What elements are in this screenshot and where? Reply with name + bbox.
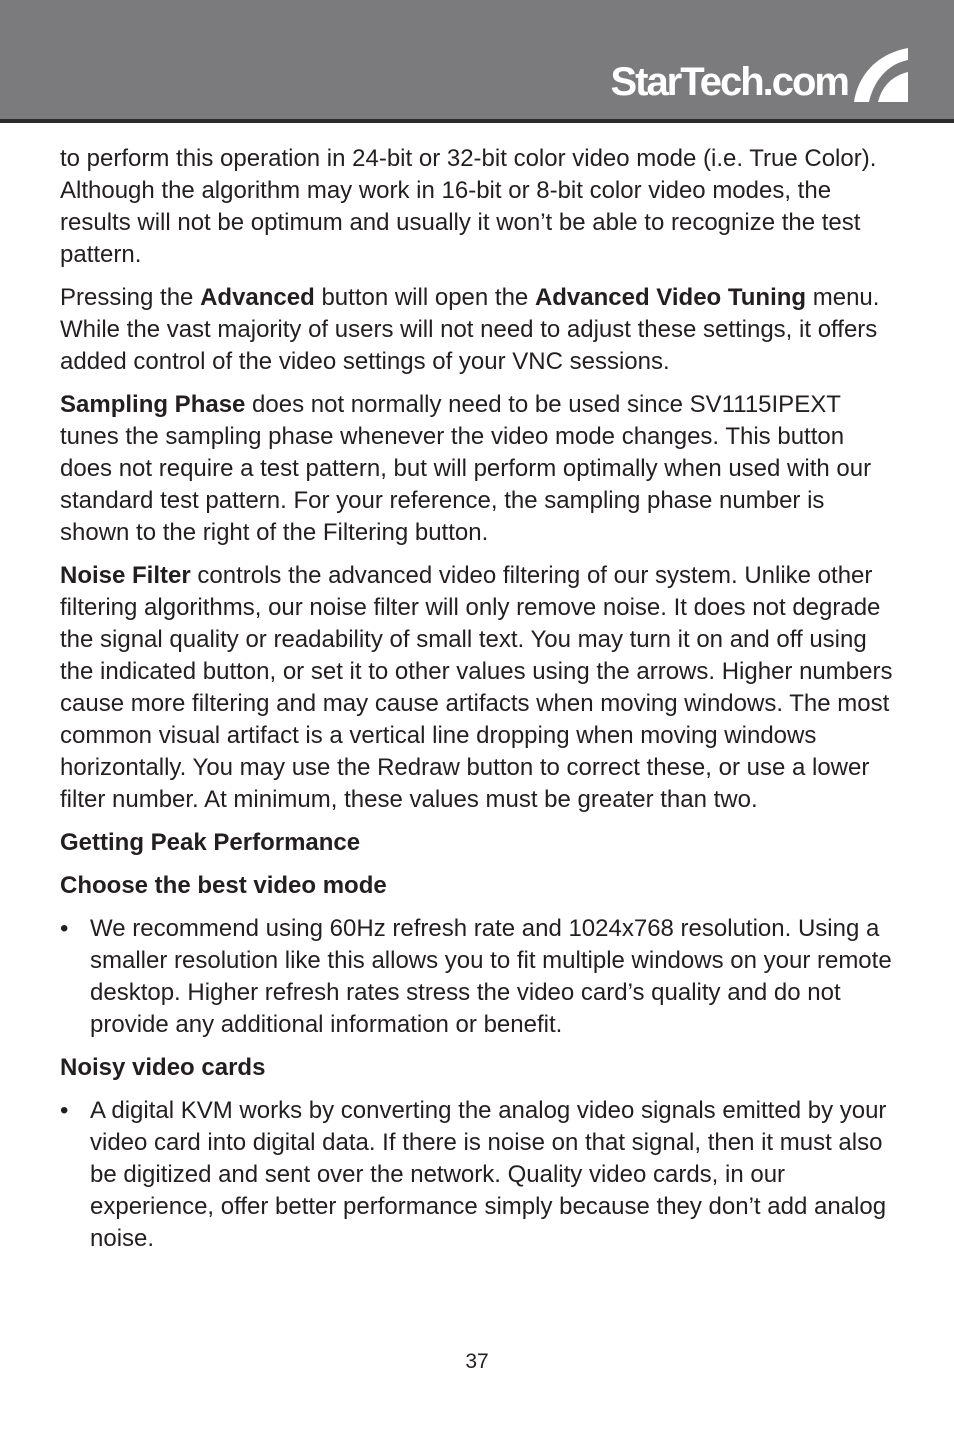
paragraph-noise-filter: Noise Filter controls the advanced video filtering of our system. Unlike other filtering algorithms, our noise filter will only remove noise. It does not degrade the signal quality or readability of small text. You may turn it on and off using the indicated button, or set it to other values using the arrows. Higher numbers cause more filtering and may cause artifacts when moving windows. The most common visual artifact is a vertical line dropping when moving windows horizontally. You may use the Redraw button to correct these, or use a lower filter number. At minimum, these values must be greater than two.: [60, 562, 893, 813]
paragraph-intro: to perform this operation in 24-bit or 32-bit color video mode (i.e. True Color). Although the algorithm may work in 16-bit or 8-bit color video modes, the results will not be optimum and usually it won’t be able to recognize the test pattern.: [60, 145, 877, 268]
list-item: [60, 913, 900, 1041]
page-header: [0, 0, 954, 123]
bullet-icon: •: [60, 1097, 69, 1124]
list-item: [60, 1095, 900, 1255]
bullet-text: A digital KVM works by converting the analog video signals emitted by your video card into digital data. If there is noise on that signal, then it must also be digitized and sent over the network. Quality video cards, in our experience, offer better performance simply because they don’t add analog noise.: [90, 1097, 887, 1252]
heading-peak-performance: Getting Peak Performance: [60, 829, 361, 856]
paragraph-sampling-phase: Sampling Phase does not normally need to be used since SV1115IPEXT tunes the sampling phase whenever the video mode changes. This button does not require a test pattern, but will perform optimally when used with our standard test pattern. For your reference, the sampling phase number is shown to the right of the Filtering button.: [60, 391, 872, 546]
paragraph-advanced: Pressing the Advanced button will open the Advanced Video Tuning menu. While the vast majority of users will not need to adjust these settings, it offers added control of the video settings of your VNC sessions.: [60, 284, 880, 375]
bullet-icon: •: [60, 915, 69, 942]
bullet-text: We recommend using 60Hz refresh rate and 1024x768 resolution. Using a smaller resolution like this allows you to fit multiple windows on your remote desktop. Higher refresh rates stress the video card’s quality and do not provide any additional information or benefit.: [90, 915, 892, 1038]
heading-noisy-video-cards: Noisy video cards: [60, 1054, 266, 1081]
heading-video-mode: Choose the best video mode: [60, 872, 387, 899]
page-content: [60, 143, 900, 1266]
startech-logo: [610, 44, 910, 104]
logo-swoosh-icon: [852, 46, 910, 104]
logo-text: StarTech.com: [610, 60, 848, 104]
page-number: 37: [465, 1350, 489, 1373]
